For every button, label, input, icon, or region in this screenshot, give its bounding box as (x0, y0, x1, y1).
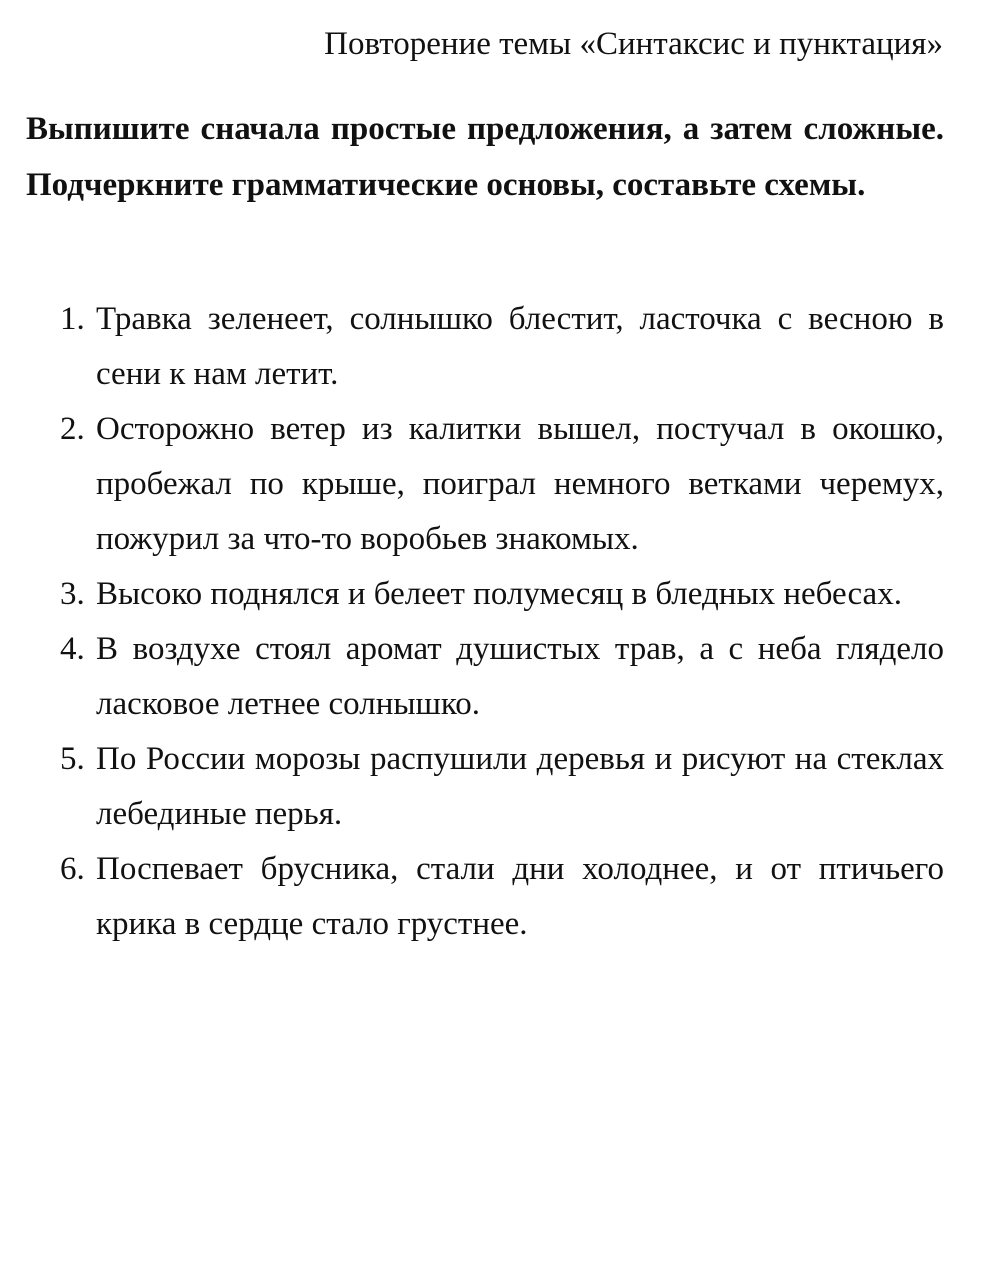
item-text: Осторожно ветер из калитки вышел, постучал в окошко, пробежал по крыше, поиграл немного ветками черемух, пожурил за что-то воробьев знакомых. (96, 411, 944, 557)
item-text: Высоко поднялся и белеет полумесяц в бледных небесах. (96, 576, 902, 612)
item-text: Травка зеленеет, солнышко блестит, ласточка с весною в сени к нам летит. (96, 301, 944, 392)
list-item (26, 732, 944, 842)
item-text: Поспевает брусника, стали дни холоднее, и от птичьего крика в сердце стало грустнее. (96, 851, 944, 942)
list-item (26, 402, 944, 567)
task-instruction: Выпишите сначала простые предложения, а затем сложные. Подчеркните грамматические основы, составьте схемы. (26, 111, 944, 203)
item-number: 2. (60, 411, 85, 447)
sentence-list (26, 292, 944, 952)
item-number: 6. (60, 851, 85, 887)
item-number: 3. (60, 576, 85, 612)
item-number: 1. (60, 301, 85, 337)
list-item (26, 842, 944, 952)
list-item (26, 622, 944, 732)
item-text: По России морозы распушили деревья и рисуют на стеклах лебединые перья. (96, 741, 944, 832)
list-item (26, 292, 944, 402)
page-title: Повторение темы «Синтаксис и пунктация» (324, 26, 943, 62)
list-item (26, 567, 944, 622)
item-text: В воздухе стоял аромат душистых трав, а с неба глядело ласковое летнее солнышко. (96, 631, 944, 722)
item-number: 4. (60, 631, 85, 667)
item-number: 5. (60, 741, 85, 777)
